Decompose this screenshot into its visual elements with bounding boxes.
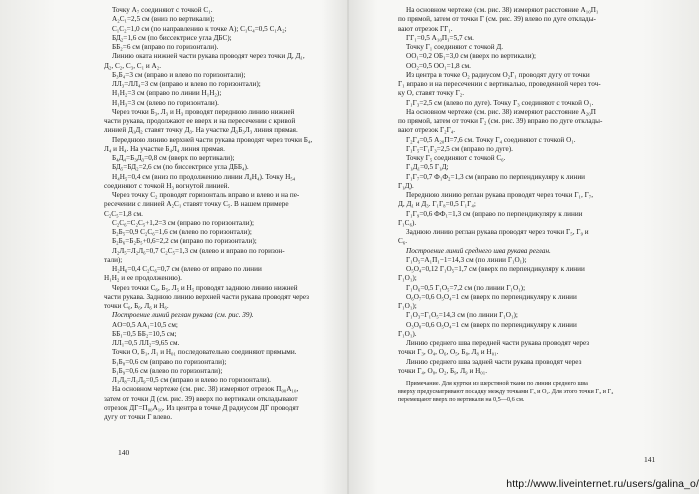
- text-line: Переднюю линию реглан рукава проводят через точки Г₁, Г₇,: [406, 191, 594, 199]
- text-line: Точку Г₅ соединяют с точкой C₆.: [406, 154, 506, 162]
- text-line: Л₄ и Н₄. На участке Б₄Л₄ линия прямая.: [104, 144, 225, 153]
- text-line: OO₁=0,2 OБ₁=3,0 см (вверх по вертикали);: [406, 52, 536, 61]
- text-line: БД₅=БД₂=2,6 см (по биссектрисе угла ДББ₄).: [112, 163, 249, 172]
- text-line: Б₃Б₄=3 см (вправо и влево по горизонтали);: [112, 70, 246, 79]
- text-line: Линию оката нижней части рукава проводят через точки Д, Д₁,: [112, 52, 305, 61]
- text-line: Г₁Д).: [398, 181, 414, 190]
- text-line: Н₁Н₃=3 см (влево по горизонтали).: [112, 98, 219, 107]
- text-line: части рукава. Заднюю линию верхней части рукава проводят через: [104, 292, 309, 301]
- text-line: A₂C₁=2,5 см (вниз по вертикали);: [112, 15, 215, 24]
- text-line: по прямой, затем от точки Г (см. рис. 39) влево по дуге отклады-: [398, 15, 596, 24]
- text-line: Н₂Н₆=0,4 C₂C₆=0,7 см (влево от вправо по линии: [112, 265, 262, 273]
- text-line: C₆.: [398, 237, 408, 246]
- text-line: Через точки C₆, Б₅, Л₅ и Н₅ проводят заднюю линию нижней: [112, 283, 298, 292]
- book-gutter: [347, 0, 349, 494]
- text-line: Из центра в точке O₂ радиусом O₂Г₁ проводят дугу от точки: [406, 70, 590, 79]
- text-line: Г₁O₅=A₁П₁−1=14,3 см (по линии Г₁O₁);: [406, 255, 527, 264]
- text-line: Точку Г₁ соединяют с точкой Д.: [406, 43, 504, 51]
- text-line: Б₁Б₉=0,6 см (влево по горизонтали);: [112, 366, 223, 375]
- text-line: Г₁Г₇=0,7 Ф₁Ф₂=1,3 см (вправо по перпендикуляру к линии: [406, 172, 586, 181]
- text-line: Г₁ вправо и на пересечении с вертикалью, проведенной через точ-: [398, 80, 601, 88]
- right-page: [398, 6, 656, 476]
- text-line: C₂C₆=C₂C₅+1,2=3 см (вправо по горизонтали);: [112, 218, 255, 227]
- left-page: [104, 6, 340, 476]
- text-line: Г₂Г₄=0,5 A₂₀П=7,6 см. Точку Г₄ соединяют с точкой O₁.: [406, 135, 576, 144]
- text-line: На основном чертеже (см. рис. 38) измеряют расстояние A₁₀П₁: [406, 6, 599, 14]
- text-line: ГГ₁=0,5 A₁₀П₁=5,7 см.: [406, 33, 474, 42]
- text-line: На основном чертеже (см. рис. 38) измеряют отрезок П₀₀A₁₀,: [112, 385, 299, 394]
- text-line: Через точки Б₃, Л₃ и Н₃ проводят переднюю линию нижней: [112, 107, 295, 116]
- text-line: соединяют с точкой Н₃ вогнутой линией.: [104, 181, 230, 190]
- text-line: вают отрезок ГГ₁.: [398, 24, 453, 33]
- text-line: ЛЛ₁=0,5 ЛЛ₂=9,65 см.: [112, 339, 180, 347]
- text-line: Г₁C₆).: [398, 218, 417, 227]
- text-line: Г₁Г₅=Г₁Г₃=2,5 см (вправо по дуге).: [406, 144, 513, 153]
- text-line: На основном чертеже (см. рис. 38) измеряют расстояние A₂₀П: [406, 107, 596, 116]
- text-line: ЛЛ₃=ЛЛ₄=3 см (вправо и влево по горизонтали);: [112, 80, 261, 88]
- text-line: Б₂Б₆=Б₂Б₅+0,6=2,2 см (вправо по горизонтали);: [112, 237, 257, 246]
- text-line: ку O, ставят точку Г₂.: [398, 89, 465, 98]
- text-line: точки C₆, Б₆, Л₆ и Н₆.: [104, 302, 169, 310]
- text-line: точки Г₃, O₄, O₆, O₅, Б₈, Л₈ и Н₀₁.: [398, 348, 499, 357]
- text-line: Г₁Д₁=0,5 Г₁Д;: [406, 163, 449, 172]
- footnote: [398, 380, 656, 404]
- text-line: Через точку C₂ проводят горизонталь вправо и влево и на пе-: [112, 191, 300, 199]
- text-line: Н₁Н₂ и ее продолжению).: [104, 274, 182, 283]
- left-page-number: 140: [118, 448, 130, 457]
- text-line: части рукава, продолжают ее вверх и на пересечении с кривой: [104, 117, 296, 125]
- text-line: Л₂Л₅=Л₂Л₆=0,7 C₂C₅=1,3 см (влево и вправо по горизон-: [112, 246, 285, 255]
- text-line: Построение линий реглан рукава (см. рис. 39).: [112, 311, 254, 320]
- text-line: затем от точки Д (см. рис. 39) вверх по вертикали откладывают: [104, 394, 298, 403]
- text-line: Г₁O₆=0,5 Г₁O₅=7,2 см (по линии Г₁O₁);: [406, 283, 526, 292]
- text-line: Д, Д₁ и Д₃. Г₁Г₈=0,5 Г₁Г₄;: [398, 200, 476, 209]
- text-line: Б₁Б₈=0,6 см (вправо по горизонтали);: [112, 357, 227, 366]
- text-line: тали);: [104, 255, 123, 264]
- text-line: БД₂=1,6 см (по биссектрисе угла ДБС);: [112, 33, 232, 42]
- text-line: вают отрезок Г₂Г₄.: [398, 126, 456, 135]
- text-line: C₁C₂=1,0 см (по направлению к точке A); C₁C₄=0,5 C₁A₂;: [112, 24, 287, 33]
- text-line: AO=0,5 AA₁=10,5 см;: [112, 320, 178, 329]
- text-line: Г₁Г₃=2,5 см (влево по дуге). Точку Г₃ соединяют с точкой O₁.: [406, 98, 594, 107]
- text-line: ББ₁=0,5 ББ₂=10,5 см;: [112, 329, 177, 338]
- source-url-watermark: http://www.liveinternet.ru/users/galina_o/: [506, 478, 699, 490]
- text-line: Н₄Н₅=0,4 см (вниз по продолжению линии Л₄Н₄). Точку Н₅₄: [112, 172, 296, 181]
- text-line: Г₁O₁).: [398, 329, 417, 338]
- text-line: O₃O₈=0,6 O₅O₄=1 см (вверх по перпендикуляру к линии: [406, 320, 577, 329]
- text-line: Б₄Д₄=Б₃Д₃=0,8 см (вверх по вертикали);: [112, 154, 235, 162]
- text-line: ББ₂=6 см (вправо по горизонтали).: [112, 43, 219, 51]
- text-line: Заднюю линию реглан рукава проводят через точки Г₅, Г₉ и: [406, 228, 589, 236]
- text-line: Г₁O₃=Г₁O₅=14,3 см (по линии Г₁O₁);: [406, 311, 518, 320]
- text-line: Б₂Б₅=0,9 C₂C₆=1,6 см (влево по горизонтали);: [112, 228, 252, 236]
- text-line: Г₁O₁);: [398, 302, 417, 310]
- text-line: O₅O₄=0,12 Г₁O₅=1,7 см (вверх по перпендикуляру к линии: [406, 265, 585, 273]
- text-line: Линию среднего шва передней части рукава проводят через: [406, 339, 590, 347]
- text-line: Точку A₇ соединяют с точкой C₁.: [112, 6, 213, 14]
- text-line: C₂C₅=1,8 см.: [104, 209, 143, 218]
- text-line: OO₂=0,5 OO₁=1,8 см.: [406, 61, 471, 70]
- text-line: Л₁Л₈=Л₁Л₉=0,5 см (вправо и влево по горизонтали).: [112, 376, 271, 384]
- text-line: точки Г₄, O₈, O₂, Б₉, Л₉ и Н₀₁.: [398, 366, 488, 375]
- text-line: по прямой, затем от точки Г₂ (см. рис. 39) вправо по дуге отклады-: [398, 117, 603, 125]
- text-line: Построение линий среднего шва рукава реглан.: [406, 246, 551, 255]
- text-line: ресечении с линией A₂C₁ ставят точку C₅. В нашем примере: [104, 200, 289, 209]
- text-line: линией Д₁Д₂ ставят точку Д₃. На участке Д₃Б₃Л₃ линия прямая.: [104, 126, 298, 135]
- right-page-number: 141: [644, 455, 656, 464]
- text-line: Г₁O₁);: [398, 274, 417, 283]
- footnote-line: вверху предусматривают посадку между точками Г₃ и O₂. Для этого точки Г₃ и Г₄: [398, 388, 614, 395]
- footnote-line: перемещают вверх по вертикали на 0,5—0,6 см.: [398, 396, 525, 403]
- text-line: O₆O₇=0,6 O₅O₄=1 см (вверх по перпендикуляру к линии: [406, 292, 577, 301]
- text-line: отрезок ДГ=П₀₀A₁₀. Из центра в точке Д радиусом ДГ проводят: [104, 403, 299, 412]
- text-line: Д₂, C₂, C₃, C₁ и A₂.: [104, 61, 162, 70]
- text-line: Г₁Г₉=0,6 ФФ₁=1,3 см (вправо по перпендикуляру к линии: [406, 209, 583, 218]
- footnote-line: Примечание. Для куртки из шерстяной ткани по линии среднего шва: [406, 380, 588, 387]
- text-line: Точки O, Б₁, Л₁ и Н₀₁ последовательно соединяют прямыми.: [112, 348, 297, 357]
- text-line: дугу от точки Г влево.: [104, 413, 172, 421]
- text-line: Переднюю линию верхней части рукава проводят через точки Б₄,: [112, 135, 313, 144]
- text-line: Линию среднего шва задней части рукава проводят через: [406, 357, 582, 366]
- text-line: Н₁Н₂=3 см (вправо по линии Н₁Н₂);: [112, 89, 222, 98]
